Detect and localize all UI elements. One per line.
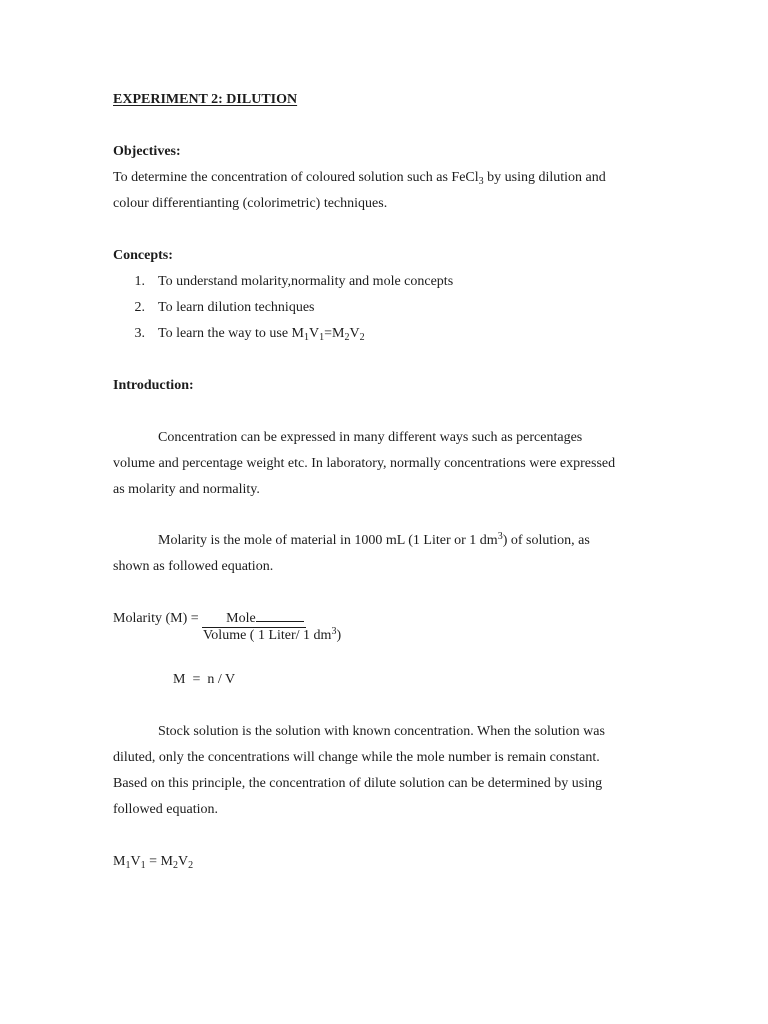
intro-para2-line: shown as followed equation.: [113, 559, 274, 574]
intro-para1-line: as molarity and normality.: [113, 482, 260, 497]
molarity-label: Molarity (M) =: [113, 611, 203, 626]
equals-sign: =: [145, 854, 161, 869]
equation-symbol: V: [130, 854, 141, 869]
equation-symbol: M: [160, 854, 173, 869]
concepts-heading: Concepts:: [113, 248, 173, 263]
document-title: EXPERIMENT 2: DILUTION: [113, 92, 298, 107]
numerator-underline: [256, 621, 304, 622]
equation-symbol: V: [177, 854, 189, 869]
equation-symbol: M: [332, 326, 345, 341]
denominator-text: Volume ( 1 Liter/ 1 dm: [203, 628, 332, 643]
subscript: 2: [188, 860, 194, 871]
superscript: 3: [497, 531, 503, 542]
para-text: ) of solution, as: [502, 533, 590, 548]
denominator-text: ): [336, 628, 342, 643]
objectives-line-1: [113, 169, 606, 187]
list-number: 3.: [134, 326, 145, 341]
subscript: 1: [125, 860, 131, 871]
intro-para3-line: diluted, only the concentrations will change while the mole number is remain constant.: [113, 750, 600, 765]
equation-symbol: M: [113, 854, 126, 869]
equation-symbol: V: [349, 326, 360, 341]
intro-para3-line: Stock solution is the solution with known concentration. When the solution was: [158, 724, 605, 739]
intro-para2-line: [158, 532, 590, 550]
intro-para1-line: Concentration can be expressed in many different ways such as percentages: [158, 430, 583, 445]
list-text: To learn dilution techniques: [158, 300, 315, 315]
list-text: To learn the way to use M: [158, 326, 304, 341]
intro-para1-line: volume and percentage weight etc. In laboratory, normally concentrations were expressed: [113, 456, 616, 471]
para-text: Molarity is the mole of material in 1000 mL (1 Liter or 1 dm: [158, 533, 498, 548]
subscript: 1: [319, 332, 325, 343]
objectives-subscript: 3: [478, 176, 484, 187]
objectives-heading: Objectives:: [113, 144, 181, 159]
subscript: 2: [172, 860, 178, 871]
subscript: 2: [344, 332, 350, 343]
introduction-heading: Introduction:: [113, 378, 194, 393]
objectives-text-before: To determine the concentration of coloured solution such as FeCl: [113, 170, 479, 185]
equation-symbol: V: [308, 326, 320, 341]
intro-para3-line: followed equation.: [113, 802, 218, 817]
objectives-text-after: by using dilution and: [483, 170, 606, 185]
intro-para3-line: Based on this principle, the concentration of dilute solution can be determined by using: [113, 776, 603, 791]
subscript: 1: [303, 332, 309, 343]
dilution-equation: [113, 853, 193, 871]
numerator-text: Mole: [226, 611, 256, 626]
objectives-line-2: colour differentianting (colorimetric) techniques.: [113, 196, 388, 211]
list-text: To understand molarity,normality and mole concepts: [158, 274, 454, 289]
list-number: 2.: [134, 300, 145, 315]
superscript: 3: [331, 626, 337, 637]
subscript: 2: [359, 332, 365, 343]
molarity-formula: [113, 610, 306, 628]
equation-m-nv: M = n / V: [173, 672, 236, 687]
list-text-equation: To learn the way to use $M_1V_1=M_2V_2$: [158, 326, 365, 343]
molarity-numerator: [202, 611, 306, 628]
molarity-denominator: [203, 627, 341, 645]
list-number: 1.: [134, 274, 145, 289]
subscript: 1: [140, 860, 146, 871]
